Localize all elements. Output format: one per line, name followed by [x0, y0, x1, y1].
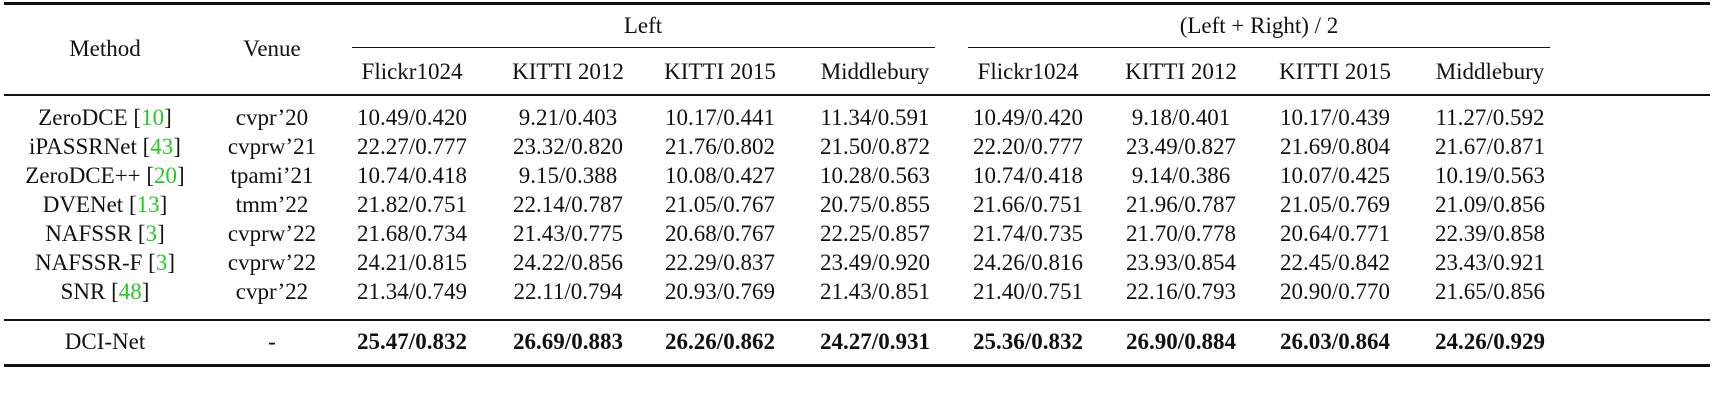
metric-cell: 21.05/0.767	[665, 192, 775, 217]
top-rule	[4, 2, 1710, 5]
method-name: NAFSSR [3]	[45, 221, 165, 246]
group-avg-cmidrule	[968, 47, 1550, 48]
metric-cell: 11.27/0.592	[1435, 105, 1545, 130]
metric-cell: 10.19/0.563	[1435, 163, 1545, 188]
metric-cell: 23.49/0.827	[1126, 134, 1236, 159]
metric-cell: 21.96/0.787	[1126, 192, 1236, 217]
method-label: iPASSRNet	[29, 134, 137, 159]
metric-cell-best: 26.26/0.862	[665, 329, 775, 354]
metric-cell: 21.68/0.734	[357, 221, 467, 246]
metric-cell-best: 26.69/0.883	[513, 329, 623, 354]
metric-cell: 24.26/0.816	[973, 250, 1083, 275]
column-header: KITTI 2015	[1279, 59, 1391, 84]
header-group-avg: (Left + Right) / 2	[1179, 13, 1339, 38]
metric-cell: 21.76/0.802	[665, 134, 775, 159]
metric-cell: 23.49/0.920	[820, 250, 930, 275]
metric-cell: 20.68/0.767	[665, 221, 775, 246]
metric-cell-best: 24.27/0.931	[820, 329, 930, 354]
metric-cell: 20.93/0.769	[665, 279, 775, 304]
metric-cell: 22.29/0.837	[665, 250, 775, 275]
metric-cell: 20.90/0.770	[1280, 279, 1390, 304]
metric-cell: 21.65/0.856	[1435, 279, 1545, 304]
method-name-ours: DCI-Net	[64, 329, 146, 354]
metric-cell: 24.22/0.856	[513, 250, 623, 275]
method-name: NAFSSR-F [3]	[35, 250, 175, 275]
metric-cell: 10.17/0.441	[665, 105, 775, 130]
header-midrule	[4, 94, 1710, 96]
metric-cell: 21.82/0.751	[357, 192, 467, 217]
metric-cell: 22.39/0.858	[1435, 221, 1545, 246]
citation-link[interactable]: 3	[155, 250, 168, 275]
metric-cell: 22.25/0.857	[820, 221, 930, 246]
metric-cell: 22.45/0.842	[1280, 250, 1390, 275]
metric-cell: 21.67/0.871	[1435, 134, 1545, 159]
method-label: ZeroDCE++	[25, 163, 141, 188]
venue-ours: -	[268, 329, 276, 354]
method-label: DVENet	[42, 192, 124, 217]
column-header: Middlebury	[1435, 59, 1545, 84]
metric-cell: 10.49/0.420	[973, 105, 1083, 130]
citation-link[interactable]: 13	[136, 192, 160, 217]
citation-link[interactable]: 20	[154, 163, 178, 188]
metric-cell-best: 24.26/0.929	[1435, 329, 1545, 354]
method-name: ZeroDCE++ [20]	[25, 163, 185, 188]
metric-cell: 23.32/0.820	[513, 134, 623, 159]
method-name: ZeroDCE [10]	[38, 105, 172, 130]
metric-cell: 22.14/0.787	[513, 192, 623, 217]
venue: tmm’22	[235, 192, 309, 217]
metric-cell: 22.16/0.793	[1126, 279, 1236, 304]
bottom-rule	[4, 364, 1710, 367]
method-name: DVENet [13]	[42, 192, 168, 217]
method-label: NAFSSR-F	[35, 250, 143, 275]
metric-cell: 20.64/0.771	[1280, 221, 1390, 246]
metric-cell: 9.21/0.403	[518, 105, 618, 130]
metric-cell: 20.75/0.855	[820, 192, 930, 217]
metric-cell: 10.28/0.563	[820, 163, 930, 188]
metric-cell: 21.74/0.735	[973, 221, 1083, 246]
metric-cell: 11.34/0.591	[820, 105, 930, 130]
metric-cell: 9.14/0.386	[1131, 163, 1231, 188]
method-name: iPASSRNet [43]	[29, 134, 181, 159]
method-label: SNR	[60, 279, 106, 304]
metric-cell: 23.43/0.921	[1435, 250, 1545, 275]
metric-cell: 21.43/0.851	[820, 279, 930, 304]
metric-cell: 22.27/0.777	[357, 134, 467, 159]
metric-cell: 21.69/0.804	[1280, 134, 1390, 159]
metric-cell: 21.70/0.778	[1126, 221, 1236, 246]
metric-cell: 10.74/0.418	[357, 163, 467, 188]
metric-cell: 21.66/0.751	[973, 192, 1083, 217]
method-label: NAFSSR	[45, 221, 133, 246]
metric-cell: 24.21/0.815	[357, 250, 467, 275]
column-header: Flickr1024	[977, 59, 1079, 84]
venue: cvpr’22	[235, 279, 309, 304]
method-label: ZeroDCE	[38, 105, 128, 130]
method-name: SNR [48]	[60, 279, 150, 304]
metric-cell-best: 26.90/0.884	[1126, 329, 1236, 354]
metric-cell-best: 25.47/0.832	[357, 329, 467, 354]
metric-cell: 22.11/0.794	[513, 279, 623, 304]
metric-cell: 9.18/0.401	[1131, 105, 1231, 130]
venue: tpami’21	[230, 163, 314, 188]
venue: cvprw’21	[227, 134, 317, 159]
column-header: KITTI 2012	[1125, 59, 1237, 84]
header-group-left: Left	[623, 13, 663, 38]
metric-cell: 21.50/0.872	[820, 134, 930, 159]
column-header: KITTI 2012	[512, 59, 624, 84]
citation-link[interactable]: 3	[145, 221, 158, 246]
citation-link[interactable]: 43	[150, 134, 174, 159]
metric-cell: 21.40/0.751	[973, 279, 1083, 304]
venue: cvpr’20	[235, 105, 309, 130]
group-left-cmidrule	[352, 47, 935, 48]
header-venue: Venue	[243, 36, 301, 61]
citation-link[interactable]: 48	[118, 279, 142, 304]
metric-cell: 10.74/0.418	[973, 163, 1083, 188]
citation-link[interactable]: 10	[141, 105, 165, 130]
metric-cell: 23.93/0.854	[1126, 250, 1236, 275]
metric-cell: 9.15/0.388	[518, 163, 618, 188]
venue: cvprw’22	[227, 250, 317, 275]
column-header: KITTI 2015	[664, 59, 776, 84]
metric-cell: 10.17/0.439	[1280, 105, 1390, 130]
metric-cell: 10.07/0.425	[1280, 163, 1390, 188]
metric-cell: 10.49/0.420	[357, 105, 467, 130]
metric-cell-best: 26.03/0.864	[1280, 329, 1390, 354]
column-header: Flickr1024	[361, 59, 463, 84]
metric-cell: 21.05/0.769	[1280, 192, 1390, 217]
ours-midrule	[4, 319, 1710, 321]
venue: cvprw’22	[227, 221, 317, 246]
metric-cell: 21.43/0.775	[513, 221, 623, 246]
metric-cell: 21.34/0.749	[357, 279, 467, 304]
metric-cell-best: 25.36/0.832	[973, 329, 1083, 354]
metric-cell: 21.09/0.856	[1435, 192, 1545, 217]
header-method: Method	[69, 36, 141, 61]
metric-cell: 10.08/0.427	[665, 163, 775, 188]
column-header: Middlebury	[820, 59, 930, 84]
metric-cell: 22.20/0.777	[973, 134, 1083, 159]
